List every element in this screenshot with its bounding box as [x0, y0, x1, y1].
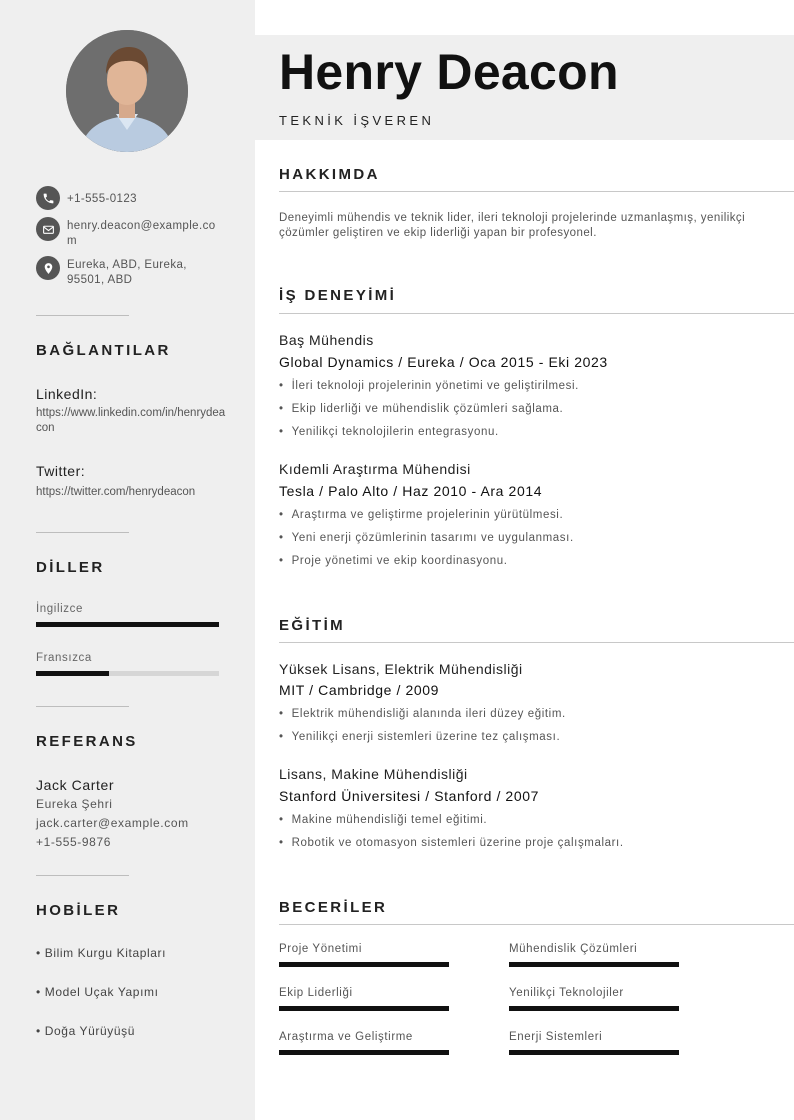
languages-heading: DİLLER — [36, 559, 105, 576]
contact-address — [36, 258, 226, 288]
job-subtitle: Tesla / Palo Alto / Haz 2010 - Ara 2014 — [279, 483, 543, 499]
reference-heading: REFERANS — [36, 733, 138, 750]
skill-level-bar — [279, 1006, 449, 1011]
degree-subtitle: Stanford Üniversitesi / Stanford / 2007 — [279, 788, 539, 804]
language-level-bar — [36, 622, 219, 627]
skill-level-fill — [279, 1006, 449, 1011]
contact-phone — [36, 188, 226, 210]
job-bullet: • Yeni enerji çözümlerinin tasarımı ve uygulanması. — [279, 532, 574, 544]
reference-email[interactable]: jack.carter@example.com — [36, 816, 189, 830]
language-level-bar — [36, 671, 219, 676]
skill-level-bar — [279, 962, 449, 967]
education-heading: EĞİTİM — [279, 617, 346, 634]
job-subtitle: Global Dynamics / Eureka / Oca 2015 - Eki 2023 — [279, 354, 608, 370]
skill-level-fill — [509, 1006, 679, 1011]
phone-icon — [36, 186, 60, 210]
hobby-label: Bilim Kurgu Kitapları — [44, 946, 167, 960]
skill-level-bar — [509, 1050, 679, 1055]
contact-email — [36, 219, 226, 249]
language-level-fill — [36, 671, 109, 676]
degree-bullet: • Robotik ve otomasyon sistemleri üzerine proje çalışmaları. — [279, 837, 624, 849]
language-name: İngilizce — [36, 603, 83, 615]
degree-bullet: • Yenilikçi enerji sistemleri üzerine tez çalışması. — [279, 731, 560, 743]
skill-name: Ekip Liderliği — [279, 987, 353, 999]
about-text: Deneyimli mühendis ve teknik lider, ileri teknoloji projelerinde uzmanlaşmış, yenilikçi çözümler geliştiren ve ekip liderliği yapan bir profesyonel. — [279, 212, 746, 239]
language-name: Fransızca — [36, 652, 92, 664]
degree-title: Yüksek Lisans, Elektrik Mühendisliği — [279, 661, 523, 677]
degree-bullet: • Elektrik mühendisliği alanında ileri düzey eğitim. — [279, 708, 566, 720]
skill-name: Mühendislik Çözümleri — [509, 943, 638, 955]
section-divider — [279, 313, 794, 314]
reference-company: Eureka Şehri — [36, 797, 113, 811]
divider — [36, 875, 129, 876]
header-band — [255, 35, 794, 140]
job-bullet: • İleri teknoloji projelerinin yönetimi ve geliştirilmesi. — [279, 380, 579, 392]
reference-name: Jack Carter — [36, 777, 115, 793]
job-bullet: • Yenilikçi teknolojilerin entegrasyonu. — [279, 426, 499, 438]
job-title: Kıdemli Araştırma Mühendisi — [279, 461, 471, 477]
divider — [36, 532, 129, 533]
language-level-fill — [36, 622, 219, 627]
section-divider — [279, 642, 794, 643]
hobby-item: • Bilim Kurgu Kitapları — [36, 946, 167, 960]
location-pin-icon — [36, 256, 60, 280]
hobby-label: Doğa Yürüyüşü — [44, 1024, 136, 1038]
divider — [36, 706, 129, 707]
skill-level-bar — [509, 1006, 679, 1011]
profile-photo — [66, 30, 188, 152]
skill-level-fill — [509, 962, 679, 967]
mail-icon — [36, 217, 60, 241]
linkedin-link[interactable]: https://www.linkedin.com/in/henrydeacon — [36, 407, 226, 434]
skills-heading: BECERİLER — [279, 899, 388, 916]
skill-level-fill — [279, 962, 449, 967]
links-heading: BAĞLANTILAR — [36, 342, 171, 359]
job-bullet: • Proje yönetimi ve ekip koordinasyonu. — [279, 555, 508, 567]
experience-heading: İŞ DENEYİMİ — [279, 287, 397, 304]
hobby-item: • Doğa Yürüyüşü — [36, 1024, 136, 1038]
section-divider — [279, 191, 794, 192]
reference-phone: +1-555-9876 — [36, 835, 111, 849]
job-title: Baş Mühendis — [279, 332, 374, 348]
twitter-label: Twitter: — [36, 463, 86, 479]
skill-name: Yenilikçi Teknolojiler — [509, 987, 624, 999]
hobby-label: Model Uçak Yapımı — [44, 985, 159, 999]
skill-level-fill — [509, 1050, 679, 1055]
skill-level-fill — [279, 1050, 449, 1055]
job-bullet: • Ekip liderliği ve mühendislik çözümleri sağlama. — [279, 403, 563, 415]
main-content — [255, 0, 794, 1120]
hobbies-heading: HOBİLER — [36, 902, 121, 919]
phone-text: +1-555-0123 — [67, 193, 137, 205]
linkedin-label: LinkedIn: — [36, 386, 98, 402]
skill-level-bar — [509, 962, 679, 967]
divider — [36, 315, 129, 316]
person-name: Henry Deacon — [279, 44, 619, 100]
skill-name: Araştırma ve Geliştirme — [279, 1031, 413, 1043]
degree-subtitle: MIT / Cambridge / 2009 — [279, 682, 440, 698]
about-heading: HAKKIMDA — [279, 166, 380, 183]
avatar — [66, 30, 188, 152]
email-text[interactable]: henry.deacon@example.com — [67, 220, 216, 247]
skill-name: Proje Yönetimi — [279, 943, 362, 955]
hobby-item: • Model Uçak Yapımı — [36, 985, 159, 999]
job-bullet: • Araştırma ve geliştirme projelerinin yürütülmesi. — [279, 509, 563, 521]
section-divider — [279, 924, 794, 925]
degree-title: Lisans, Makine Mühendisliği — [279, 766, 468, 782]
twitter-link[interactable]: https://twitter.com/henrydeacon — [36, 486, 196, 498]
skill-name: Enerji Sistemleri — [509, 1031, 603, 1043]
person-role: TEKNİK İŞVEREN — [279, 113, 435, 128]
address-text: Eureka, ABD, Eureka, 95501, ABD — [67, 259, 187, 286]
degree-bullet: • Makine mühendisliği temel eğitimi. — [279, 814, 487, 826]
skill-level-bar — [279, 1050, 449, 1055]
sidebar — [0, 0, 255, 1120]
